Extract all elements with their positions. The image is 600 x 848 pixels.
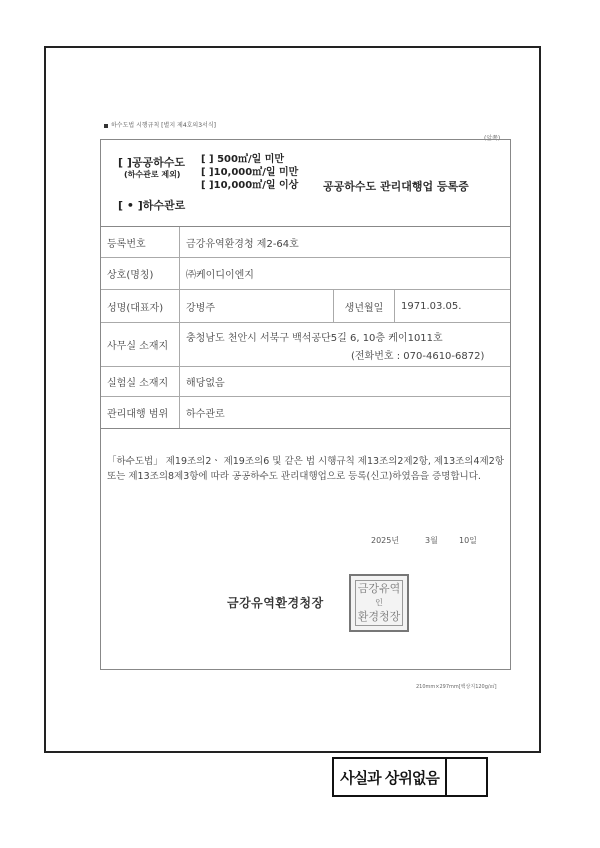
certificate-header (101, 140, 510, 227)
company-value: ㈜케이디이엔지 (186, 270, 254, 281)
row-representative (101, 290, 510, 323)
row-office (101, 323, 510, 367)
office-address: 충청남도 천안시 서북구 백석공단5길 6, 10층 케이1011호 (186, 333, 443, 344)
birth-value: 1971.03.05. (401, 300, 462, 312)
seal-line-2: 환경청장 (357, 610, 401, 623)
front-page-label: (앞쪽) (484, 135, 501, 142)
row-lab (101, 367, 510, 397)
paper-size-note: 210mm×297mm[백상지120g/㎡] (416, 684, 497, 690)
category-excluding-note: (하수관로 제외) (124, 170, 181, 179)
official-seal (349, 574, 409, 632)
law-reference (104, 120, 216, 129)
row-registration-no (101, 227, 510, 258)
registration-no-value: 금강유역환경청 제2-64호 (186, 238, 299, 250)
issuer-name: 금강유역환경청장 (227, 596, 324, 610)
seal-line-3: 인 (375, 598, 383, 607)
scope-value: 하수관로 (186, 409, 225, 420)
capacity-option-2: [ ]10,000㎥/일 미만 (201, 167, 299, 178)
certification-statement: 「하수도법」 제19조의2ㆍ 제19조의6 및 같은 법 시행규칙 제13조의2제2항, 제13조의4제2항 또는 제13조의8제3항에 따라 공공하수도 관리대행업으로 등록(신고)하였음을 증명합니다. (107, 456, 504, 482)
lab-label: 실험실 소재지 (101, 367, 180, 396)
office-phone: (전화번호 : 070-4610-6872) (351, 351, 485, 362)
verification-stamp (332, 757, 488, 797)
row-scope (101, 397, 510, 429)
square-bullet-icon (104, 124, 108, 128)
scope-label: 관리대행 범위 (101, 397, 180, 428)
date-year: 2025년 (371, 536, 400, 545)
stamp-text: 사실과 상위없음 (340, 768, 439, 787)
date-day: 10일 (459, 536, 477, 545)
company-label: 상호(명칭) (101, 258, 180, 289)
certificate-form (100, 139, 511, 670)
birth-label: 생년월일 (333, 290, 395, 322)
stamp-empty-box (445, 759, 488, 795)
certificate-title: 공공하수도 관리대행업 등록증 (323, 180, 469, 193)
representative-label: 성명(대표자) (101, 290, 180, 322)
date-month: 3월 (425, 536, 438, 545)
registration-no-label: 등록번호 (101, 227, 180, 257)
row-company (101, 258, 510, 290)
office-label: 사무실 소재지 (101, 323, 180, 366)
capacity-option-3: [ ]10,000㎥/일 이상 (201, 180, 299, 191)
capacity-option-1: [ ] 500㎥/일 미만 (201, 154, 285, 165)
lab-value: 해당없음 (186, 378, 225, 389)
category-sewer-pipe: [ • ]하수관로 (118, 199, 186, 212)
representative-value: 강병주 (186, 302, 215, 314)
law-reference-text: 하수도법 시행규칙 [별지 제4호의3서식] (111, 122, 216, 129)
category-public-sewer: [ ]공공하수도 (118, 156, 186, 169)
seal-line-1: 금강유역 (357, 582, 401, 595)
